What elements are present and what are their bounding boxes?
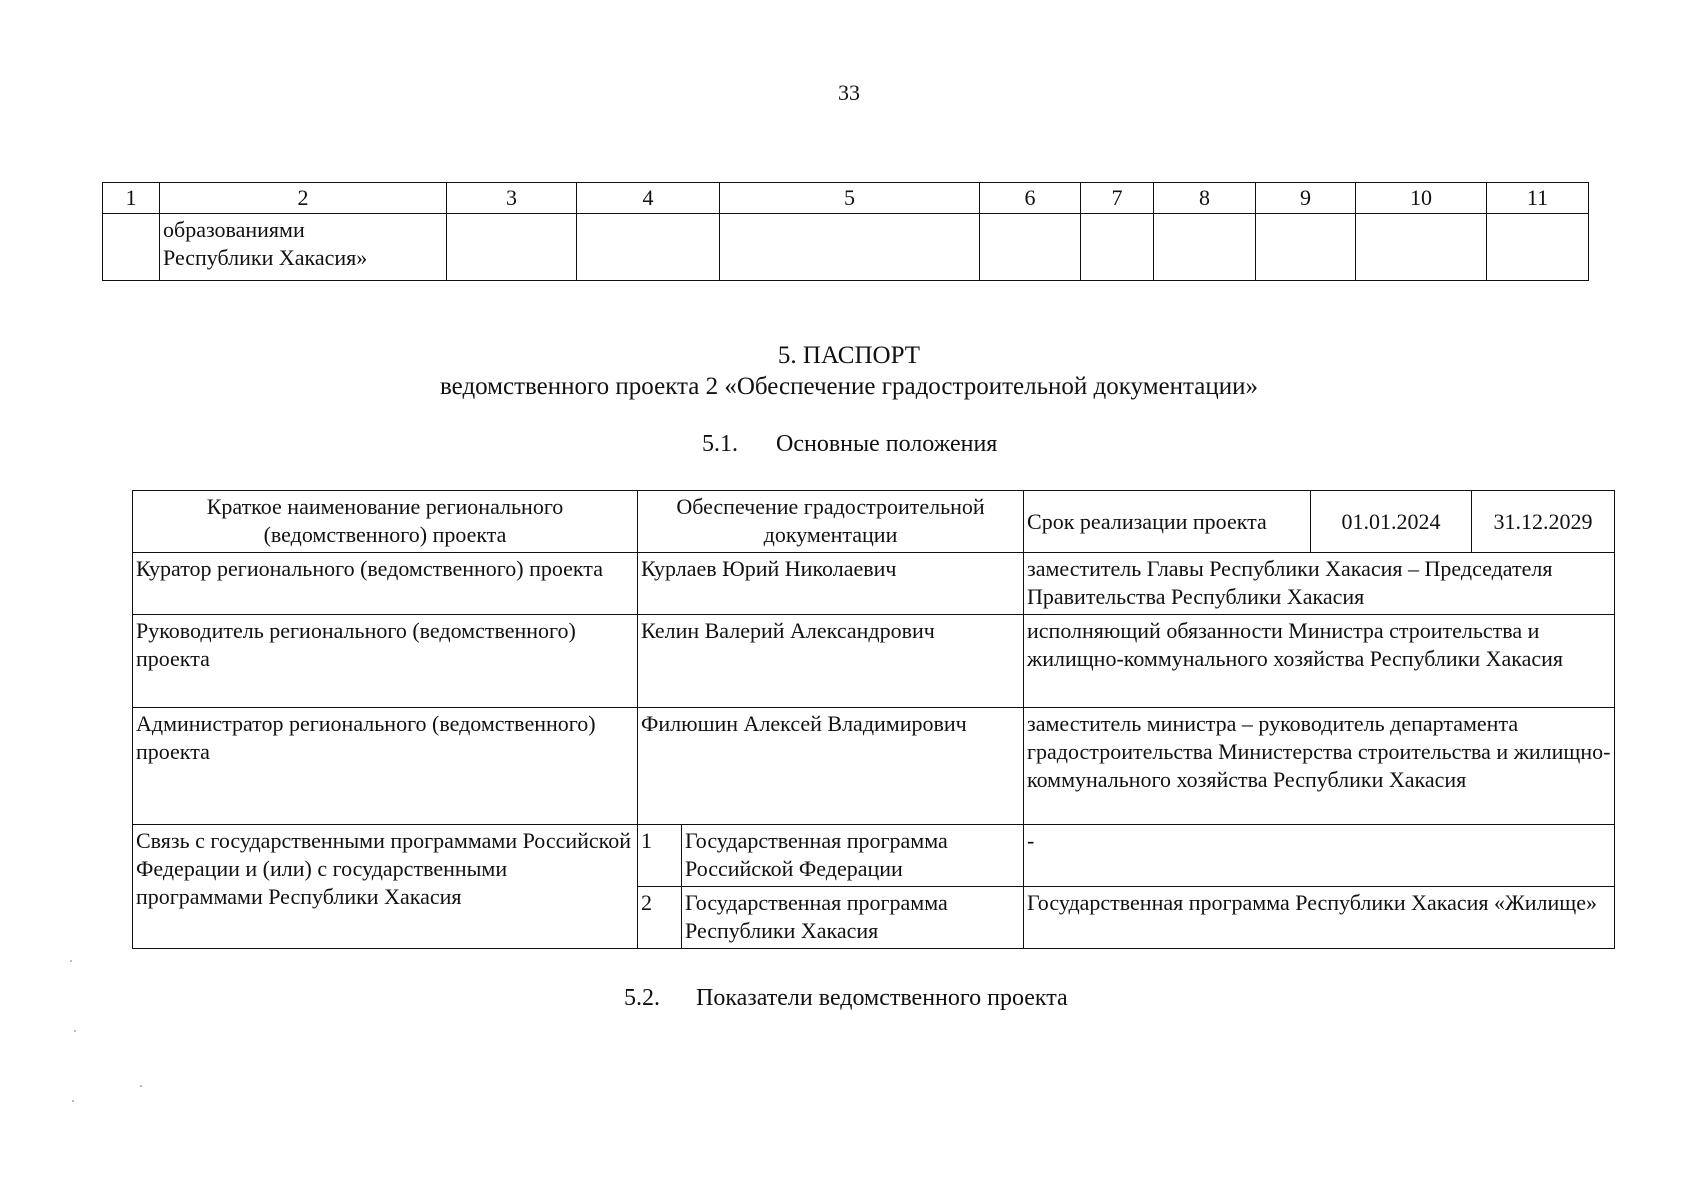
admin-label: Администратор регионального (ведомственного) проекта xyxy=(133,708,638,825)
leader-name: Келин Валерий Александрович xyxy=(638,615,1024,708)
table-cell xyxy=(1154,214,1256,281)
column-number: 8 xyxy=(1154,183,1256,214)
column-number-row xyxy=(103,183,1589,214)
program-link-kind: Государственная программа Республики Хакасия xyxy=(682,887,1024,949)
program-link-value: - xyxy=(1024,825,1615,887)
column-number: 9 xyxy=(1256,183,1356,214)
scan-speck xyxy=(70,960,72,962)
table-cell xyxy=(160,214,447,281)
program-link-number: 2 xyxy=(638,887,682,949)
term-end: 31.12.2029 xyxy=(1472,491,1615,553)
table-row xyxy=(103,214,1589,281)
cell-text-line: образованиями xyxy=(163,217,305,242)
table-cell xyxy=(447,214,577,281)
short-name-label: Краткое наименование регионального (ведомственного) проекта xyxy=(133,491,638,553)
program-link-number: 1 xyxy=(638,825,682,887)
column-number: 3 xyxy=(447,183,577,214)
curator-position: заместитель Главы Республики Хакасия – Председателя Правительства Республики Хакасия xyxy=(1024,553,1615,615)
term-start: 01.01.2024 xyxy=(1311,491,1472,553)
subsection-number: 5.1. xyxy=(702,431,738,457)
table-cell xyxy=(980,214,1081,281)
table-row xyxy=(133,708,1615,825)
table-cell xyxy=(1487,214,1589,281)
curator-label: Куратор регионального (ведомственного) проекта xyxy=(133,553,638,615)
column-number: 7 xyxy=(1081,183,1154,214)
table-cell xyxy=(1081,214,1154,281)
column-number: 5 xyxy=(720,183,980,214)
program-link-label: Связь с государственными программами Российской Федерации и (или) с государственными программами Республики Хакасия xyxy=(133,825,638,949)
column-number: 2 xyxy=(160,183,447,214)
scan-speck xyxy=(140,1085,142,1087)
admin-name: Филюшин Алексей Владимирович xyxy=(638,708,1024,825)
curator-name: Курлаев Юрий Николаевич xyxy=(638,553,1024,615)
short-name-value: Обеспечение градостроительной документации xyxy=(638,491,1024,553)
section-heading-title: ведомственного проекта 2 «Обеспечение градостроительной документации» xyxy=(440,373,1258,400)
leader-position: исполняющий обязанности Министра строительства и жилищно-коммунального хозяйства Республики Хакасия xyxy=(1024,615,1615,708)
subsection-number: 5.2. xyxy=(624,985,660,1011)
program-link-value: Государственная программа Республики Хакасия «Жилище» xyxy=(1024,887,1615,949)
program-link-kind: Государственная программа Российской Федерации xyxy=(682,825,1024,887)
subsection-title: Основные положения xyxy=(776,431,998,457)
page-number: 33 xyxy=(838,80,860,105)
term-label: Срок реализации проекта xyxy=(1024,491,1311,553)
table-cell xyxy=(720,214,980,281)
column-number: 11 xyxy=(1487,183,1589,214)
subsection-title: Показатели ведомственного проекта xyxy=(696,985,1068,1011)
column-number: 6 xyxy=(980,183,1081,214)
cell-text-line: Республики Хакасия» xyxy=(163,245,368,270)
table-cell xyxy=(103,214,160,281)
column-number: 1 xyxy=(103,183,160,214)
leader-label: Руководитель регионального (ведомственного) проекта xyxy=(133,615,638,708)
column-number: 10 xyxy=(1356,183,1487,214)
column-number: 4 xyxy=(577,183,720,214)
table-cell xyxy=(1256,214,1356,281)
table-cell xyxy=(1356,214,1487,281)
scan-speck xyxy=(74,1030,76,1032)
continuation-table xyxy=(102,182,1589,281)
passport-table xyxy=(132,490,1615,949)
table-cell xyxy=(577,214,720,281)
scan-speck xyxy=(72,1100,74,1102)
section-heading-number: 5. ПАСПОРТ xyxy=(777,342,921,369)
admin-position: заместитель министра – руководитель департамента градостроительства Министерства строительства и жилищно-коммунального хозяйства Республики Хакасия xyxy=(1024,708,1615,825)
table-row xyxy=(133,615,1615,708)
table-row xyxy=(133,825,1615,887)
table-row xyxy=(133,553,1615,615)
table-row xyxy=(133,491,1615,553)
